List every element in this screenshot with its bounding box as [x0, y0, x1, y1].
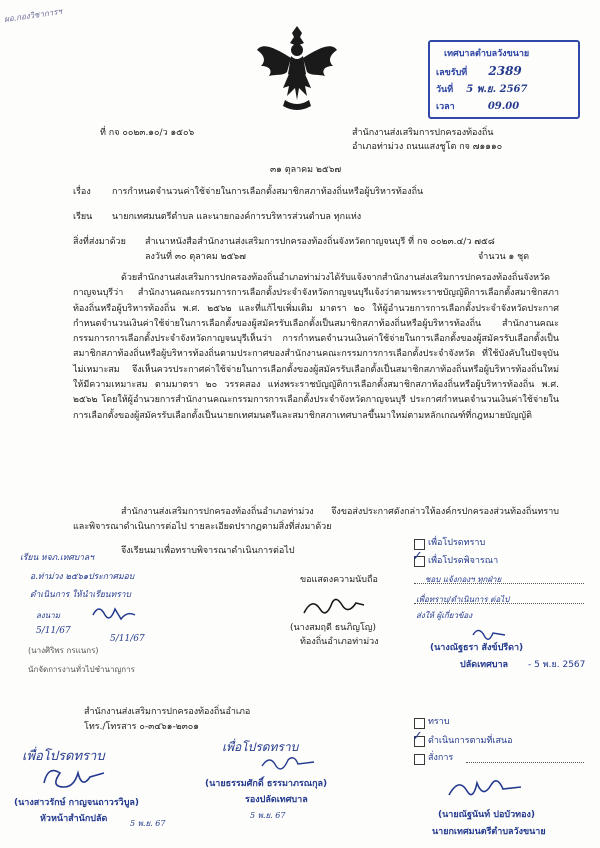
body-paragraph-2: สำนักงานส่งเสริมการปกครองท้องถิ่นอำเภอท่าม่วง จึงขอส่งประกาศดังกล่าวให้องค์กรปกครองส่วนท้องถิ่นทราบและพิจารณาดำเนินการต่อไป รายละเอียดปรากฏตามสิ่งที่ส่งมาด้วย	[73, 507, 559, 533]
reference-number: ที่ กจ ๐๐๒๓.๑๐/ว ๑๕๐๖	[100, 128, 195, 138]
bottom-middle-note: เพื่อโปรดทราบ	[222, 740, 299, 754]
body-paragraph-1: ด้วยสำนักงานส่งเสริมการปกครองท้องถิ่นอำเภอท่าม่วงได้รับแจ้งจากสำนักงานส่งเสริมการปกครองท้องถิ่นจังหวัดกาญจนบุรีว่า สำนักงานคณะกรรมการการเลือกตั้งประจำจังหวัดกาญจนบุรีแจ้งว่าตามพระราชบัญญัติการเลือกตั้งสมาชิกสภาท้องถิ่นหรือผู้บริหารท้องถิ่น พ.ศ. ๒๕๖๒ และที่แก้ไขเพิ่มเติม มาตรา ๒๐ ให้ผู้อำนวยการการเลือกตั้งประจำจังหวัดประกาศกำหนดจำนวนเงินค่าใช้จ่ายในการเลือกตั้งของผู้สมัครรับเลือกตั้งเป็นสมาชิกสภาท้องถิ่นหรือผู้บริหารท้องถิ่น สำนักงานคณะกรรมการการเลือกตั้งประจำจังหวัดกาญจนบุรีเห็นว่า การกำหนดจำนวนเงินค่าใช้จ่ายในการเลือกตั้งของผู้สมัครรับเลือกตั้งเป็นสมาชิกสภาท้องถิ่นหรือผู้บริหารท้องถิ่นตามประกาศของสำนักงานคณะกรรมการการเลือกตั้งประจำจังหวัด ที่ใช้บังคับในปัจจุบันไม่เหมาะสม จึงเห็นควรประกาศค่าใช้จ่ายในการเลือกตั้งของผู้สมัครรับเลือกตั้งเป็นสมาชิกสภาท้องถิ่นหรือผู้บริหารท้องถิ่นใหม่ให้มีความเหมาะสม ตามมาตรา ๒๐ วรรคสอง แห่งพระราชบัญญัติการเลือกตั้งสมาชิกสภาท้องถิ่นหรือผู้บริหารท้องถิ่น พ.ศ. ๒๕๖๒ โดยให้ผู้อำนวยการสำนักงานคณะกรรมการการเลือกตั้งประจำจังหวัดกาญจนบุรี ประกาศกำหนดจำนวนเงินค่าใช้จ่ายในการเลือกตั้งของผู้สมัครรับเลือกตั้งเป็นนายกเทศมนตรีและสมาชิกสภาเทศบาลขึ้นมาใหม่ตามหลักเกณฑ์ที่กฎหมายบัญญัติ	[73, 273, 559, 421]
stamp-office: เทศบาลตำบลวังขนาย	[444, 49, 530, 59]
final-proceed-check-icon: ✓	[412, 729, 423, 744]
attachment-line-1: สำเนาหนังสือสำนักงานส่งเสริมการปกครองท้องถิ่นจังหวัดกาญจนบุรี ที่ กจ ๐๐๒๓.๔/ว ๗๕๘	[145, 237, 495, 247]
sender-address-2: อำเภอท่าม่วง ถนนแสงชูโต กจ ๗๑๑๑๐	[352, 142, 503, 152]
bottom-left-signature	[38, 763, 108, 793]
footer-office: สำนักงานส่งเสริมการปกครองท้องถิ่นอำเภอ	[84, 707, 251, 717]
bottom-middle-date: 5 พ.ย. 67	[250, 811, 286, 820]
corner-handwritten-note: ผอ.กองวิชาการฯ	[3, 6, 63, 25]
final-acknowledge-checkbox[interactable]	[414, 718, 425, 729]
left-annotation-title: นักจัดการงานทั่วไปชำนาญการ	[28, 665, 135, 674]
body-paragraph-3: จึงเรียนมาเพื่อทราบพิจารณาดำเนินการต่อไป	[121, 546, 295, 556]
final-order-line	[466, 762, 584, 763]
signer-signature	[300, 593, 370, 621]
left-annotation-date-2: 5/11/67	[110, 634, 145, 644]
stamp-date-label: วันที่	[436, 85, 454, 95]
letter-date: ๓๑ ตุลาคม ๒๕๖๗	[270, 165, 342, 175]
attachment-line-2: ลงวันที่ ๓๐ ตุลาคม ๒๕๖๗	[145, 252, 246, 262]
to-text: นายกเทศมนตรีตำบล และนายกองค์การบริหารส่วนตำบล ทุกแห่ง	[112, 212, 362, 222]
bottom-middle-name: (นายธรรมศักดิ์ ธรรมาภรณกุล)	[205, 779, 328, 789]
sender-address-1: สำนักงานส่งเสริมการปกครองท้องถิ่น	[352, 128, 494, 138]
opt-acknowledge-label: เพื่อโปรดทราบ	[428, 538, 486, 548]
bottom-left-title: หัวหน้าสำนักปลัด	[40, 814, 108, 824]
stamp-date-value: 5 พ.ย. 2567	[466, 84, 528, 95]
left-annotation-line-3: ดำเนินการ ให้นำเรียนทราบ	[30, 590, 131, 600]
right-action-signature	[470, 623, 510, 641]
stamp-time-row	[436, 99, 519, 113]
final-acknowledge-label: ทราบ	[428, 717, 450, 727]
subject-label: เรื่อง	[73, 187, 91, 197]
final-name: (นายณัฐนันท์ ปอบัวทอง)	[438, 810, 536, 820]
left-annotation-line-2: อ.ท่าม่วง ๒๕๖๑ประกาศมอบ	[30, 572, 135, 582]
action-note-2: เพื่อทราบ/ดำเนินการ ต่อไป	[416, 595, 510, 604]
left-annotation-signature	[90, 600, 140, 622]
receipt-stamp	[428, 40, 580, 119]
bottom-middle-signature	[258, 752, 318, 774]
left-annotation-name: (นางศิริพร กรแนกร)	[28, 646, 99, 655]
footer-phone: โทร./โทรสาร ๐-๓๔๖๑-๒๓๐๑	[84, 722, 200, 732]
opt-consider-label: เพื่อโปรดพิจารณา	[428, 556, 499, 566]
stamp-receipt-row	[436, 64, 522, 79]
right-action-title: ปลัดเทศบาล	[460, 660, 509, 670]
action-note-3: ส่งให้ ผู้เกี่ยวข้อง	[416, 611, 473, 620]
right-action-name: (นางณัฐธรา สังข์ปรีดา)	[430, 643, 524, 653]
opt-consider-check-icon: ✓	[412, 549, 423, 564]
left-annotation-line-4: ลงนาม	[36, 611, 61, 620]
signer-title: ท้องถิ่นอำเภอท่าม่วง	[300, 637, 379, 647]
action-note-1: ชอบ แจ้งกองฯ ทุกฝ่าย	[425, 575, 502, 584]
final-order-label: สั่งการ	[428, 753, 454, 763]
to-label: เรียน	[73, 212, 93, 222]
stamp-time-value: 09.00	[487, 101, 520, 112]
garuda-emblem-icon	[255, 20, 340, 115]
signer-name: (นางสมฤดี ธนภิญโญ)	[290, 623, 376, 633]
final-proceed-label: ดำเนินการตามที่เสนอ	[428, 736, 513, 746]
stamp-time-label: เวลา	[436, 102, 455, 112]
left-annotation-line-1: เรียน หจภ.เทศบาลฯ	[20, 553, 94, 563]
final-title: นายกเทศมนตรีตำบลวังขนาย	[432, 827, 546, 837]
bottom-left-name: (นางสาวรักษ์ กาญจนถาวรวิบูล)	[14, 798, 140, 808]
final-signature	[445, 775, 525, 805]
closing-text: ขอแสดงความนับถือ	[300, 575, 378, 585]
right-action-date: - 5 พ.ย. 2567	[528, 660, 586, 670]
stamp-receipt-label: เลขรับที่	[436, 68, 468, 78]
stamp-date-row	[436, 82, 527, 97]
subject-text: การกำหนดจำนวนค่าใช้จ่ายในการเลือกตั้งสมาชิกสภาท้องถิ่นหรือผู้บริหารท้องถิ่น	[112, 187, 424, 197]
stamp-receipt-no: 2389	[488, 64, 522, 78]
bottom-left-date: 5 พ.ย. 67	[130, 819, 166, 828]
attachment-label: สิ่งที่ส่งมาด้วย	[73, 237, 126, 247]
attachment-count: จำนวน ๑ ชุด	[478, 252, 530, 262]
bottom-left-note: เพื่อโปรดทราบ	[22, 749, 105, 764]
left-annotation-date-1: 5/11/67	[36, 626, 71, 636]
final-order-checkbox[interactable]	[414, 754, 425, 765]
bottom-middle-title: รองปลัดเทศบาล	[245, 795, 308, 805]
